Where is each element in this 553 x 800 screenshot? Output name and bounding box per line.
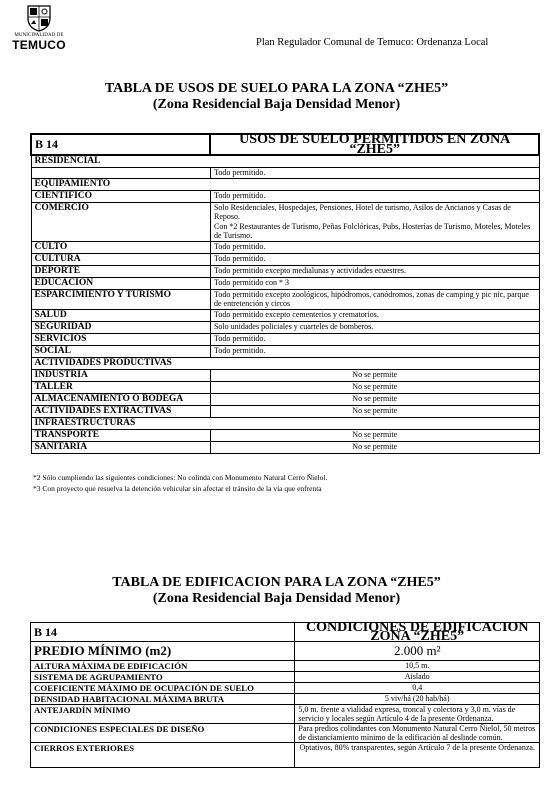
build-title: TABLA DE EDIFICACION PARA LA ZONA “ZHE5” xyxy=(112,575,441,590)
use-label: CULTURA xyxy=(31,253,210,265)
use-label xyxy=(31,168,210,179)
land-use-row xyxy=(31,253,539,265)
condition-value: Aislado xyxy=(295,672,540,683)
land-use-row xyxy=(31,393,539,405)
condition-label: CIERROS EXTERIORES xyxy=(31,743,295,768)
use-label: CIENTIFICO xyxy=(31,190,210,202)
predio-value: 2.000 m² xyxy=(295,642,540,661)
use-value: No se permite xyxy=(210,393,539,405)
condition-label: ANTEJARDÍN MÍNIMO xyxy=(31,705,295,724)
condition-value: 10,5 m. xyxy=(295,661,540,672)
condition-value: Para predios colindantes con Monumento Natural Cerro Ñielol, 50 metros de distanciamiento mínimo de la edificación al deslinde común. xyxy=(295,724,540,743)
land-use-row xyxy=(31,241,539,253)
category-row xyxy=(31,417,539,429)
condition-label: COEFICIENTE MÁXIMO DE OCUPACIÓN DE SUELO xyxy=(31,683,295,694)
category-label: RESIDENCIAL xyxy=(31,155,539,168)
predio-label: PREDIO MÍNIMO (m2) xyxy=(31,642,295,661)
use-label: SERVICIOS xyxy=(31,333,210,345)
uses-title: TABLA DE USOS DE SUELO PARA LA ZONA “ZHE5” xyxy=(104,81,449,96)
use-value: Todo permitido excepto cementerios y crematorios. xyxy=(210,309,539,321)
use-value: Solo unidades policiales y cuarteles de bomberos. xyxy=(210,321,539,333)
condition-label: SISTEMA DE AGRUPAMIENTO xyxy=(31,672,295,683)
use-label: ACTIVIDADES EXTRACTIVAS xyxy=(31,405,210,417)
logo-city-text: TEMUCO xyxy=(12,38,66,52)
predio-minimo-row xyxy=(31,642,540,661)
footnote: *3 Con proyecto que resuelva la detención vehicular sin afectar el tránsito de la vía que enfrenta xyxy=(33,484,322,493)
use-label: ESPARCIMIENTO Y TURISMO xyxy=(31,289,210,309)
footnotes xyxy=(33,472,327,494)
use-value: Todo permitido excepto zoológicos, hipódromos, canódromos, zonas de camping y pic nic, parque de entretención y circos xyxy=(210,289,539,309)
logo-municipality-text: MUNICIPALIDAD DE xyxy=(14,33,64,38)
land-use-row xyxy=(31,321,539,333)
land-use-row xyxy=(31,190,539,202)
land-use-row xyxy=(31,369,539,381)
use-label: SOCIAL xyxy=(31,345,210,357)
category-row xyxy=(31,357,539,369)
land-use-row xyxy=(31,168,539,179)
table-title: USOS DE SUELO PERMITIDOS EN ZONA “ZHE5” xyxy=(210,134,539,155)
coat-of-arms-icon xyxy=(26,4,52,32)
table-code: B 14 xyxy=(31,623,295,642)
land-use-row xyxy=(31,277,539,289)
building-condition-row xyxy=(31,683,540,694)
build-subtitle: (Zona Residencial Baja Densidad Menor) xyxy=(152,591,401,606)
land-use-row xyxy=(31,265,539,277)
building-condition-row xyxy=(31,694,540,705)
use-label: TRANSPORTE xyxy=(31,429,210,441)
land-use-row xyxy=(31,309,539,321)
use-label: TALLER xyxy=(31,381,210,393)
uses-subtitle: (Zona Residencial Baja Densidad Menor) xyxy=(152,97,401,112)
use-label: SALUD xyxy=(31,309,210,321)
building-table-header xyxy=(31,623,540,642)
document-header: Plan Regulador Comunal de Temuco: Ordenanza Local xyxy=(256,37,489,48)
condition-value: Optativos, 80% transparentes, según Artículo 7 de la presente Ordenanza. xyxy=(295,743,540,768)
use-label: ALMACENAMIENTO O BODEGA xyxy=(31,393,210,405)
category-row xyxy=(31,155,539,168)
land-use-row xyxy=(31,345,539,357)
use-label: SANITARIA xyxy=(31,441,210,453)
table-title: CONDICIONES DE EDIFICACION ZONA “ZHE5” xyxy=(295,623,540,642)
category-label: INFRAESTRUCTURAS xyxy=(31,417,539,429)
land-use-row xyxy=(31,441,539,453)
use-value: Todo permitido. xyxy=(210,333,539,345)
municipality-logo xyxy=(4,4,74,51)
use-value: Todo permitido. xyxy=(210,345,539,357)
land-use-row xyxy=(31,289,539,309)
building-condition-row xyxy=(31,672,540,683)
category-label: EQUIPAMIENTO xyxy=(31,178,539,190)
use-label: EDUCACION xyxy=(31,277,210,289)
use-value: Todo permitido. xyxy=(210,253,539,265)
use-label: CULTO xyxy=(31,241,210,253)
condition-label: ALTURA MÁXIMA DE EDIFICACIÓN xyxy=(31,661,295,672)
land-use-table-header xyxy=(31,134,539,155)
land-use-row xyxy=(31,333,539,345)
footnote: *2 Sólo cumpliendo las siguientes condiciones: No colinda con Monumento Natural Cerro Ñielol. xyxy=(33,473,328,482)
use-value: No se permite xyxy=(210,429,539,441)
building-condition-row xyxy=(31,661,540,672)
use-label: DEPORTE xyxy=(31,265,210,277)
use-value: No se permite xyxy=(210,405,539,417)
land-use-table xyxy=(30,133,540,454)
condition-label: DENSIDAD HABITACIONAL MÁXIMA BRUTA xyxy=(31,694,295,705)
use-value: Todo permitido excepto medialunas y actividades ecuestres. xyxy=(210,265,539,277)
use-value: Todo permitido. xyxy=(210,168,539,179)
building-condition-row xyxy=(31,743,540,768)
use-value: No se permite xyxy=(210,381,539,393)
table-code: B 14 xyxy=(31,134,210,155)
land-use-row xyxy=(31,429,539,441)
building-condition-row xyxy=(31,724,540,743)
land-use-row xyxy=(31,381,539,393)
use-value: No se permite xyxy=(210,441,539,453)
condition-value: 0,4 xyxy=(295,683,540,694)
category-row xyxy=(31,178,539,190)
use-value: Todo permitido. xyxy=(210,241,539,253)
use-label: SEGURIDAD xyxy=(31,321,210,333)
condition-value: 5,0 m. frente a vialidad expresa, troncal y colectora y 3,0 m. vías de servicio y locales según Artículo 4 de la presente Ordenanza. xyxy=(295,705,540,724)
land-use-row xyxy=(31,202,539,241)
land-use-row xyxy=(31,405,539,417)
use-label: INDUSTRIA xyxy=(31,369,210,381)
category-label: ACTIVIDADES PRODUCTIVAS xyxy=(31,357,539,369)
condition-label: CONDICIONES ESPECIALES DE DISEÑO xyxy=(31,724,295,743)
use-value: Todo permitido con * 3 xyxy=(210,277,539,289)
building-conditions-table xyxy=(30,622,540,768)
use-value: No se permite xyxy=(210,369,539,381)
use-value: Todo permitido. xyxy=(210,190,539,202)
condition-value: 5 viv/há (20 hab/há) xyxy=(295,694,540,705)
use-label: COMERCIO xyxy=(31,202,210,241)
building-condition-row xyxy=(31,705,540,724)
use-value: Solo Residenciales, Hospedajes, Pensiones, Hotel de turismo, Asilos de Ancianos y Casas de Reposo. Con *2 Restaurantes de Turismo, Peñas Folclóricas, Pubs, Hosterías de Turismo, Moteles, Moteles de Turismo. xyxy=(210,202,539,241)
